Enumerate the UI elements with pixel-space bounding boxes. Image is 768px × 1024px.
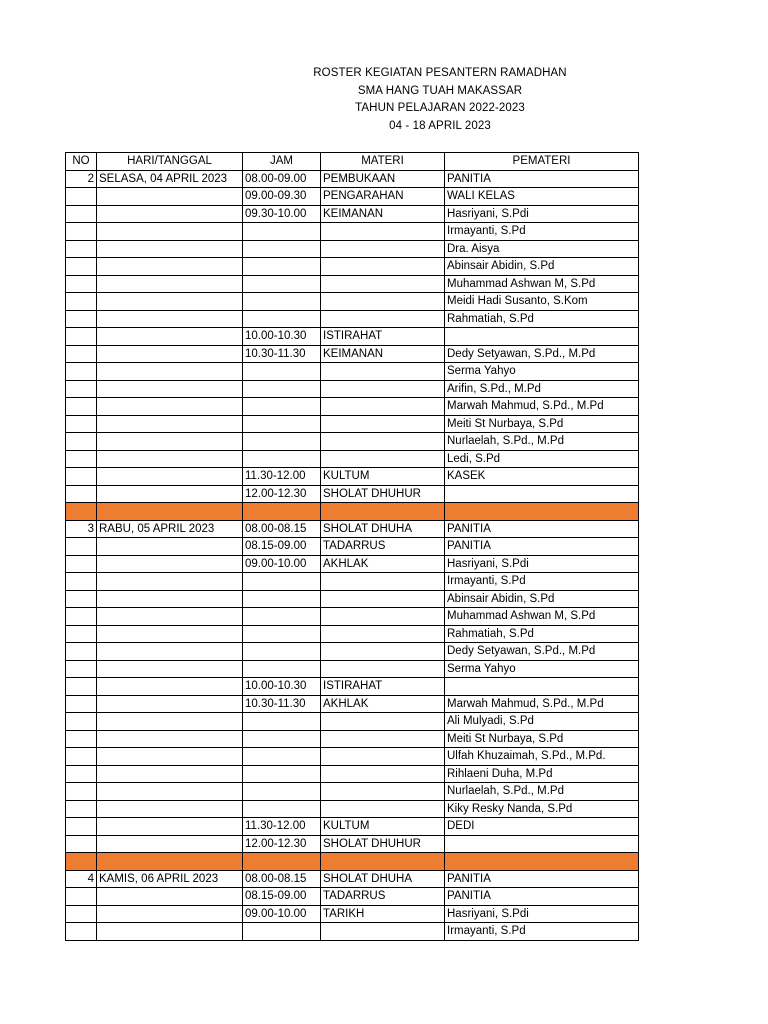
cell-jam: 12.00-12.30 <box>243 485 321 503</box>
cell-hari <box>97 328 243 346</box>
cell-no <box>66 223 97 241</box>
cell-hari <box>97 625 243 643</box>
cell-jam <box>243 363 321 381</box>
cell-no <box>66 625 97 643</box>
cell-jam <box>243 258 321 276</box>
cell-jam: 08.00-09.00 <box>243 170 321 188</box>
separator-cell <box>243 853 321 871</box>
cell-hari <box>97 800 243 818</box>
cell-pemateri: Rahmatiah, S.Pd <box>445 625 639 643</box>
cell-pemateri: Muhammad Ashwan M, S.Pd <box>445 608 639 626</box>
cell-hari <box>97 188 243 206</box>
cell-materi <box>321 450 445 468</box>
cell-jam: 10.00-10.30 <box>243 328 321 346</box>
cell-hari <box>97 643 243 661</box>
cell-no <box>66 923 97 941</box>
cell-hari <box>97 730 243 748</box>
table-row <box>66 468 639 486</box>
table-row <box>66 695 639 713</box>
header-school: SMA HANG TUAH MAKASSAR <box>357 84 523 97</box>
table-row <box>66 765 639 783</box>
cell-materi: KULTUM <box>321 468 445 486</box>
cell-hari <box>97 748 243 766</box>
cell-materi <box>321 293 445 311</box>
cell-no <box>66 643 97 661</box>
cell-pemateri: Arifin, S.Pd., M.Pd <box>445 380 639 398</box>
cell-pemateri: Irmayanti, S.Pd <box>445 923 639 941</box>
cell-pemateri: Kiky Resky Nanda, S.Pd <box>445 800 639 818</box>
cell-jam: 08.15-09.00 <box>243 888 321 906</box>
table-row <box>66 818 639 836</box>
cell-no <box>66 398 97 416</box>
column-header-jam: JAM <box>243 153 321 171</box>
cell-jam <box>243 590 321 608</box>
cell-pemateri: Nurlaelah, S.Pd., M.Pd <box>445 783 639 801</box>
table-row <box>66 485 639 503</box>
cell-hari <box>97 468 243 486</box>
cell-materi: AKHLAK <box>321 555 445 573</box>
cell-jam: 09.00-10.00 <box>243 905 321 923</box>
column-header-no: NO <box>66 153 97 171</box>
table-header-row <box>66 153 639 171</box>
table-row <box>66 223 639 241</box>
cell-hari <box>97 888 243 906</box>
cell-materi <box>321 398 445 416</box>
table-body <box>66 170 639 940</box>
cell-no <box>66 240 97 258</box>
table-row <box>66 450 639 468</box>
separator-cell <box>321 853 445 871</box>
table-row <box>66 678 639 696</box>
cell-no <box>66 363 97 381</box>
separator-cell <box>97 853 243 871</box>
table-row <box>66 275 639 293</box>
cell-materi: KEIMANAN <box>321 345 445 363</box>
table-row <box>66 363 639 381</box>
table-row <box>66 625 639 643</box>
table-row <box>66 573 639 591</box>
cell-jam <box>243 800 321 818</box>
cell-no <box>66 188 97 206</box>
cell-hari <box>97 485 243 503</box>
cell-no <box>66 713 97 731</box>
cell-hari <box>97 695 243 713</box>
cell-hari <box>97 433 243 451</box>
cell-no <box>66 538 97 556</box>
cell-jam: 10.30-11.30 <box>243 345 321 363</box>
cell-materi <box>321 660 445 678</box>
table-row <box>66 415 639 433</box>
cell-materi: SHOLAT DHUHUR <box>321 485 445 503</box>
cell-hari <box>97 380 243 398</box>
cell-materi: SHOLAT DHUHUR <box>321 835 445 853</box>
cell-materi <box>321 783 445 801</box>
cell-materi <box>321 258 445 276</box>
column-header-hari: HARI/TANGGAL <box>97 153 243 171</box>
cell-hari <box>97 363 243 381</box>
table-row <box>66 730 639 748</box>
cell-jam: 12.00-12.30 <box>243 835 321 853</box>
cell-no <box>66 695 97 713</box>
cell-hari <box>97 835 243 853</box>
separator-cell <box>445 853 639 871</box>
cell-no: 3 <box>66 520 97 538</box>
cell-materi: PENGARAHAN <box>321 188 445 206</box>
cell-pemateri: PANITIA <box>445 538 639 556</box>
cell-jam <box>243 380 321 398</box>
cell-hari <box>97 678 243 696</box>
header-date-range: 04 - 18 APRIL 2023 <box>389 119 491 132</box>
cell-jam <box>243 643 321 661</box>
cell-no <box>66 800 97 818</box>
cell-hari <box>97 415 243 433</box>
cell-no <box>66 608 97 626</box>
cell-materi: TADARRUS <box>321 888 445 906</box>
cell-jam: 10.00-10.30 <box>243 678 321 696</box>
table-row <box>66 555 639 573</box>
cell-pemateri: Serma Yahyo <box>445 363 639 381</box>
table-row <box>66 188 639 206</box>
cell-materi: SHOLAT DHUHA <box>321 520 445 538</box>
cell-materi <box>321 415 445 433</box>
cell-no <box>66 310 97 328</box>
cell-jam <box>243 608 321 626</box>
cell-materi <box>321 380 445 398</box>
cell-materi <box>321 223 445 241</box>
cell-jam <box>243 223 321 241</box>
cell-no <box>66 485 97 503</box>
cell-jam <box>243 730 321 748</box>
cell-no <box>66 450 97 468</box>
cell-pemateri <box>445 328 639 346</box>
cell-no <box>66 905 97 923</box>
table-row <box>66 328 639 346</box>
cell-pemateri: KASEK <box>445 468 639 486</box>
separator-row <box>66 853 639 871</box>
cell-materi: TADARRUS <box>321 538 445 556</box>
cell-materi <box>321 923 445 941</box>
cell-no <box>66 328 97 346</box>
table-row <box>66 520 639 538</box>
cell-hari <box>97 275 243 293</box>
cell-materi <box>321 643 445 661</box>
cell-no <box>66 888 97 906</box>
cell-pemateri: Marwah Mahmud, S.Pd., M.Pd <box>445 695 639 713</box>
cell-materi <box>321 275 445 293</box>
cell-no <box>66 748 97 766</box>
cell-hari <box>97 765 243 783</box>
cell-jam <box>243 748 321 766</box>
cell-pemateri <box>445 678 639 696</box>
separator-cell <box>243 503 321 521</box>
cell-hari <box>97 713 243 731</box>
table-row <box>66 643 639 661</box>
table-row <box>66 590 639 608</box>
cell-pemateri: Irmayanti, S.Pd <box>445 573 639 591</box>
cell-jam: 08.15-09.00 <box>243 538 321 556</box>
column-header-pemateri: PEMATERI <box>445 153 639 171</box>
cell-materi <box>321 240 445 258</box>
cell-hari <box>97 783 243 801</box>
table-row <box>66 870 639 888</box>
separator-row <box>66 503 639 521</box>
table-row <box>66 748 639 766</box>
cell-pemateri: Meiti St Nurbaya, S.Pd <box>445 730 639 748</box>
cell-jam <box>243 415 321 433</box>
table-row <box>66 923 639 941</box>
cell-no <box>66 818 97 836</box>
cell-hari <box>97 608 243 626</box>
cell-pemateri: DEDI <box>445 818 639 836</box>
cell-jam <box>243 275 321 293</box>
cell-pemateri: Meiti St Nurbaya, S.Pd <box>445 415 639 433</box>
table-row <box>66 835 639 853</box>
cell-materi <box>321 608 445 626</box>
cell-jam: 09.00-09.30 <box>243 188 321 206</box>
cell-materi: SHOLAT DHUHA <box>321 870 445 888</box>
cell-materi <box>321 730 445 748</box>
cell-jam <box>243 450 321 468</box>
table-row <box>66 258 639 276</box>
cell-no <box>66 293 97 311</box>
cell-pemateri: PANITIA <box>445 870 639 888</box>
cell-hari <box>97 538 243 556</box>
cell-jam: 10.30-11.30 <box>243 695 321 713</box>
cell-materi: KULTUM <box>321 818 445 836</box>
cell-hari <box>97 345 243 363</box>
cell-materi <box>321 433 445 451</box>
cell-pemateri: Abinsair Abidin, S.Pd <box>445 258 639 276</box>
table-row <box>66 800 639 818</box>
cell-materi: ISTIRAHAT <box>321 678 445 696</box>
cell-hari <box>97 310 243 328</box>
column-header-materi: MATERI <box>321 153 445 171</box>
cell-pemateri: Hasriyani, S.Pdi <box>445 555 639 573</box>
cell-hari <box>97 923 243 941</box>
cell-hari <box>97 205 243 223</box>
table-row <box>66 345 639 363</box>
cell-no <box>66 783 97 801</box>
cell-pemateri: Irmayanti, S.Pd <box>445 223 639 241</box>
cell-materi <box>321 765 445 783</box>
cell-jam <box>243 713 321 731</box>
table-row <box>66 433 639 451</box>
cell-jam: 09.30-10.00 <box>243 205 321 223</box>
cell-pemateri: Hasriyani, S.Pdi <box>445 205 639 223</box>
cell-no <box>66 468 97 486</box>
cell-no <box>66 415 97 433</box>
cell-pemateri: Marwah Mahmud, S.Pd., M.Pd <box>445 398 639 416</box>
cell-hari: SELASA, 04 APRIL 2023 <box>97 170 243 188</box>
cell-materi: KEIMANAN <box>321 205 445 223</box>
cell-hari <box>97 555 243 573</box>
table-row <box>66 538 639 556</box>
cell-materi: TARIKH <box>321 905 445 923</box>
cell-jam <box>243 293 321 311</box>
cell-materi: AKHLAK <box>321 695 445 713</box>
table-row <box>66 888 639 906</box>
table-row <box>66 905 639 923</box>
cell-pemateri: WALI KELAS <box>445 188 639 206</box>
table-row <box>66 170 639 188</box>
cell-hari <box>97 240 243 258</box>
cell-pemateri: PANITIA <box>445 888 639 906</box>
cell-no <box>66 678 97 696</box>
cell-pemateri: Hasriyani, S.Pdi <box>445 905 639 923</box>
cell-pemateri <box>445 485 639 503</box>
document-header <box>0 65 768 135</box>
separator-cell <box>66 853 97 871</box>
cell-jam <box>243 398 321 416</box>
cell-pemateri: Rahmatiah, S.Pd <box>445 310 639 328</box>
cell-no <box>66 345 97 363</box>
cell-no <box>66 205 97 223</box>
table-row <box>66 608 639 626</box>
cell-no <box>66 258 97 276</box>
cell-materi <box>321 573 445 591</box>
cell-no: 4 <box>66 870 97 888</box>
cell-jam <box>243 660 321 678</box>
cell-no <box>66 275 97 293</box>
cell-hari <box>97 818 243 836</box>
cell-no <box>66 380 97 398</box>
cell-materi <box>321 800 445 818</box>
cell-materi <box>321 363 445 381</box>
cell-jam: 09.00-10.00 <box>243 555 321 573</box>
cell-jam: 08.00-08.15 <box>243 870 321 888</box>
cell-hari <box>97 573 243 591</box>
cell-materi: ISTIRAHAT <box>321 328 445 346</box>
cell-hari: RABU, 05 APRIL 2023 <box>97 520 243 538</box>
table-row <box>66 713 639 731</box>
cell-pemateri: Muhammad Ashwan M, S.Pd <box>445 275 639 293</box>
cell-pemateri: Abinsair Abidin, S.Pd <box>445 590 639 608</box>
cell-no <box>66 730 97 748</box>
roster-table <box>65 152 639 941</box>
cell-materi <box>321 713 445 731</box>
header-title: ROSTER KEGIATAN PESANTERN RAMADHAN <box>313 67 567 79</box>
cell-pemateri: Dedy Setyawan, S.Pd., M.Pd <box>445 643 639 661</box>
cell-jam <box>243 923 321 941</box>
table-row <box>66 205 639 223</box>
cell-pemateri: Ulfah Khuzaimah, S.Pd., M.Pd. <box>445 748 639 766</box>
cell-pemateri: PANITIA <box>445 520 639 538</box>
cell-no: 2 <box>66 170 97 188</box>
cell-pemateri: Ledi, S.Pd <box>445 450 639 468</box>
cell-hari <box>97 450 243 468</box>
cell-hari <box>97 660 243 678</box>
cell-no <box>66 433 97 451</box>
cell-pemateri: Dra. Aisya <box>445 240 639 258</box>
header-academic-year: TAHUN PELAJARAN 2022-2023 <box>355 102 525 114</box>
cell-pemateri: Nurlaelah, S.Pd., M.Pd <box>445 433 639 451</box>
cell-hari <box>97 258 243 276</box>
cell-materi <box>321 625 445 643</box>
separator-cell <box>97 503 243 521</box>
table-row <box>66 660 639 678</box>
cell-pemateri: Serma Yahyo <box>445 660 639 678</box>
table-row <box>66 398 639 416</box>
cell-jam <box>243 625 321 643</box>
cell-pemateri: Dedy Setyawan, S.Pd., M.Pd <box>445 345 639 363</box>
table-row <box>66 293 639 311</box>
cell-no <box>66 573 97 591</box>
separator-cell <box>321 503 445 521</box>
cell-jam <box>243 765 321 783</box>
cell-hari <box>97 905 243 923</box>
cell-no <box>66 835 97 853</box>
cell-jam <box>243 573 321 591</box>
table-row <box>66 310 639 328</box>
cell-pemateri: PANITIA <box>445 170 639 188</box>
cell-pemateri: Meidi Hadi Susanto, S.Kom <box>445 293 639 311</box>
cell-jam <box>243 783 321 801</box>
cell-jam <box>243 433 321 451</box>
cell-no <box>66 660 97 678</box>
cell-materi <box>321 310 445 328</box>
table-row <box>66 380 639 398</box>
cell-materi: PEMBUKAAN <box>321 170 445 188</box>
cell-hari <box>97 223 243 241</box>
cell-materi <box>321 590 445 608</box>
cell-hari <box>97 590 243 608</box>
cell-pemateri: Ali Mulyadi, S.Pd <box>445 713 639 731</box>
cell-materi <box>321 748 445 766</box>
cell-no <box>66 765 97 783</box>
cell-no <box>66 590 97 608</box>
separator-cell <box>445 503 639 521</box>
cell-hari <box>97 293 243 311</box>
cell-jam <box>243 240 321 258</box>
cell-pemateri <box>445 835 639 853</box>
cell-hari: KAMIS, 06 APRIL 2023 <box>97 870 243 888</box>
cell-jam: 11.30-12.00 <box>243 818 321 836</box>
cell-jam <box>243 310 321 328</box>
table-row <box>66 783 639 801</box>
cell-hari <box>97 398 243 416</box>
cell-jam: 08.00-08.15 <box>243 520 321 538</box>
cell-pemateri: Rihlaeni Duha, M.Pd <box>445 765 639 783</box>
table-row <box>66 240 639 258</box>
separator-cell <box>66 503 97 521</box>
cell-jam: 11.30-12.00 <box>243 468 321 486</box>
cell-no <box>66 555 97 573</box>
